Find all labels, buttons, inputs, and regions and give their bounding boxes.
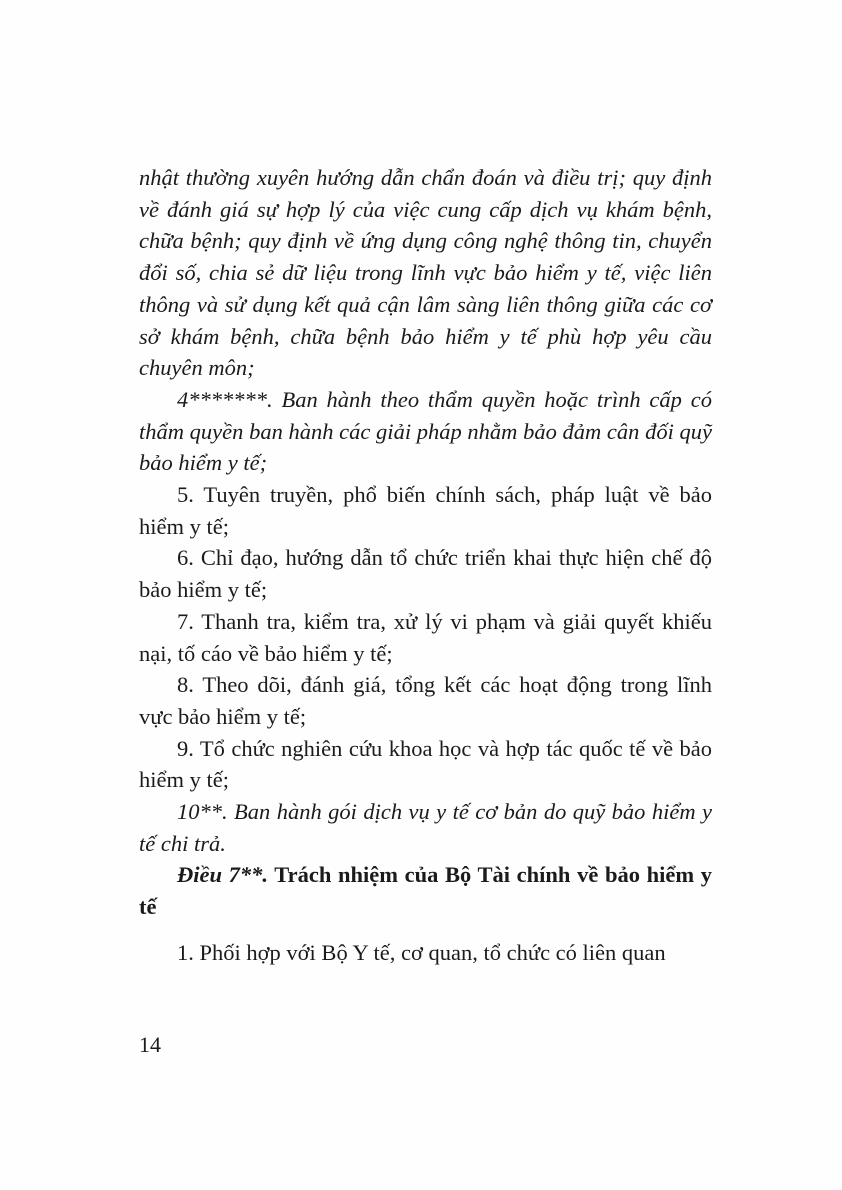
- paragraph-item-10: 10**. Ban hành gói dịch vụ y tế cơ bản do quỹ bảo hiểm y tế chi trả.: [139, 799, 712, 856]
- paragraph-item-8: 8. Theo dõi, đánh giá, tổng kết các hoạt động trong lĩnh vực bảo hiểm y tế;: [139, 672, 712, 729]
- paragraph-item-1: 1. Phối hợp với Bộ Y tế, cơ quan, tổ chức có liên quan: [177, 940, 666, 966]
- paragraph-item-9: 9. Tổ chức nghiên cứu khoa học và hợp tác quốc tế về bảo hiểm y tế;: [139, 735, 712, 793]
- paragraph-continuation: nhật thường xuyên hướng dẫn chẩn đoán và điều trị; quy định về đánh giá sự hợp lý của việc cung cấp dịch vụ khám bệnh, chữa bệnh; quy định về ứng dụng công nghệ thông tin, chuyển đổi số, chia sẻ dữ liệu trong lĩnh vực bảo hiểm y tế, việc liên thông và sử dụng kết quả cận lâm sàng liên thông giữa các cơ sở khám bệnh, chữa bệnh bảo hiểm y tế phù hợp yêu cầu chuyên môn;: [139, 165, 712, 381]
- text-block: [139, 162, 712, 969]
- section-heading: [139, 859, 712, 923]
- page-number: 14: [139, 1032, 161, 1057]
- paragraph-item-7: 7. Thanh tra, kiểm tra, xử lý vi phạm và giải quyết khiếu nại, tố cáo về bảo hiểm y tế;: [139, 608, 712, 666]
- paragraph-item-4: 4*******. Ban hành theo thẩm quyền hoặc trình cấp có thẩm quyền ban hành các giải pháp nhằm bảo đảm cân đối quỹ bảo hiểm y tế;: [139, 386, 712, 476]
- section-heading-title: Trách nhiệm của Bộ Tài chính về bảo hiểm y tế: [139, 862, 713, 920]
- paragraph-item-6: 6. Chỉ đạo, hướng dẫn tổ chức triển khai thực hiện chế độ bảo hiểm y tế;: [139, 545, 712, 603]
- paragraph-item-5: 5. Tuyên truyền, phổ biến chính sách, pháp luật về bảo hiểm y tế;: [139, 482, 712, 539]
- section-heading-number: Điều 7**.: [177, 862, 269, 888]
